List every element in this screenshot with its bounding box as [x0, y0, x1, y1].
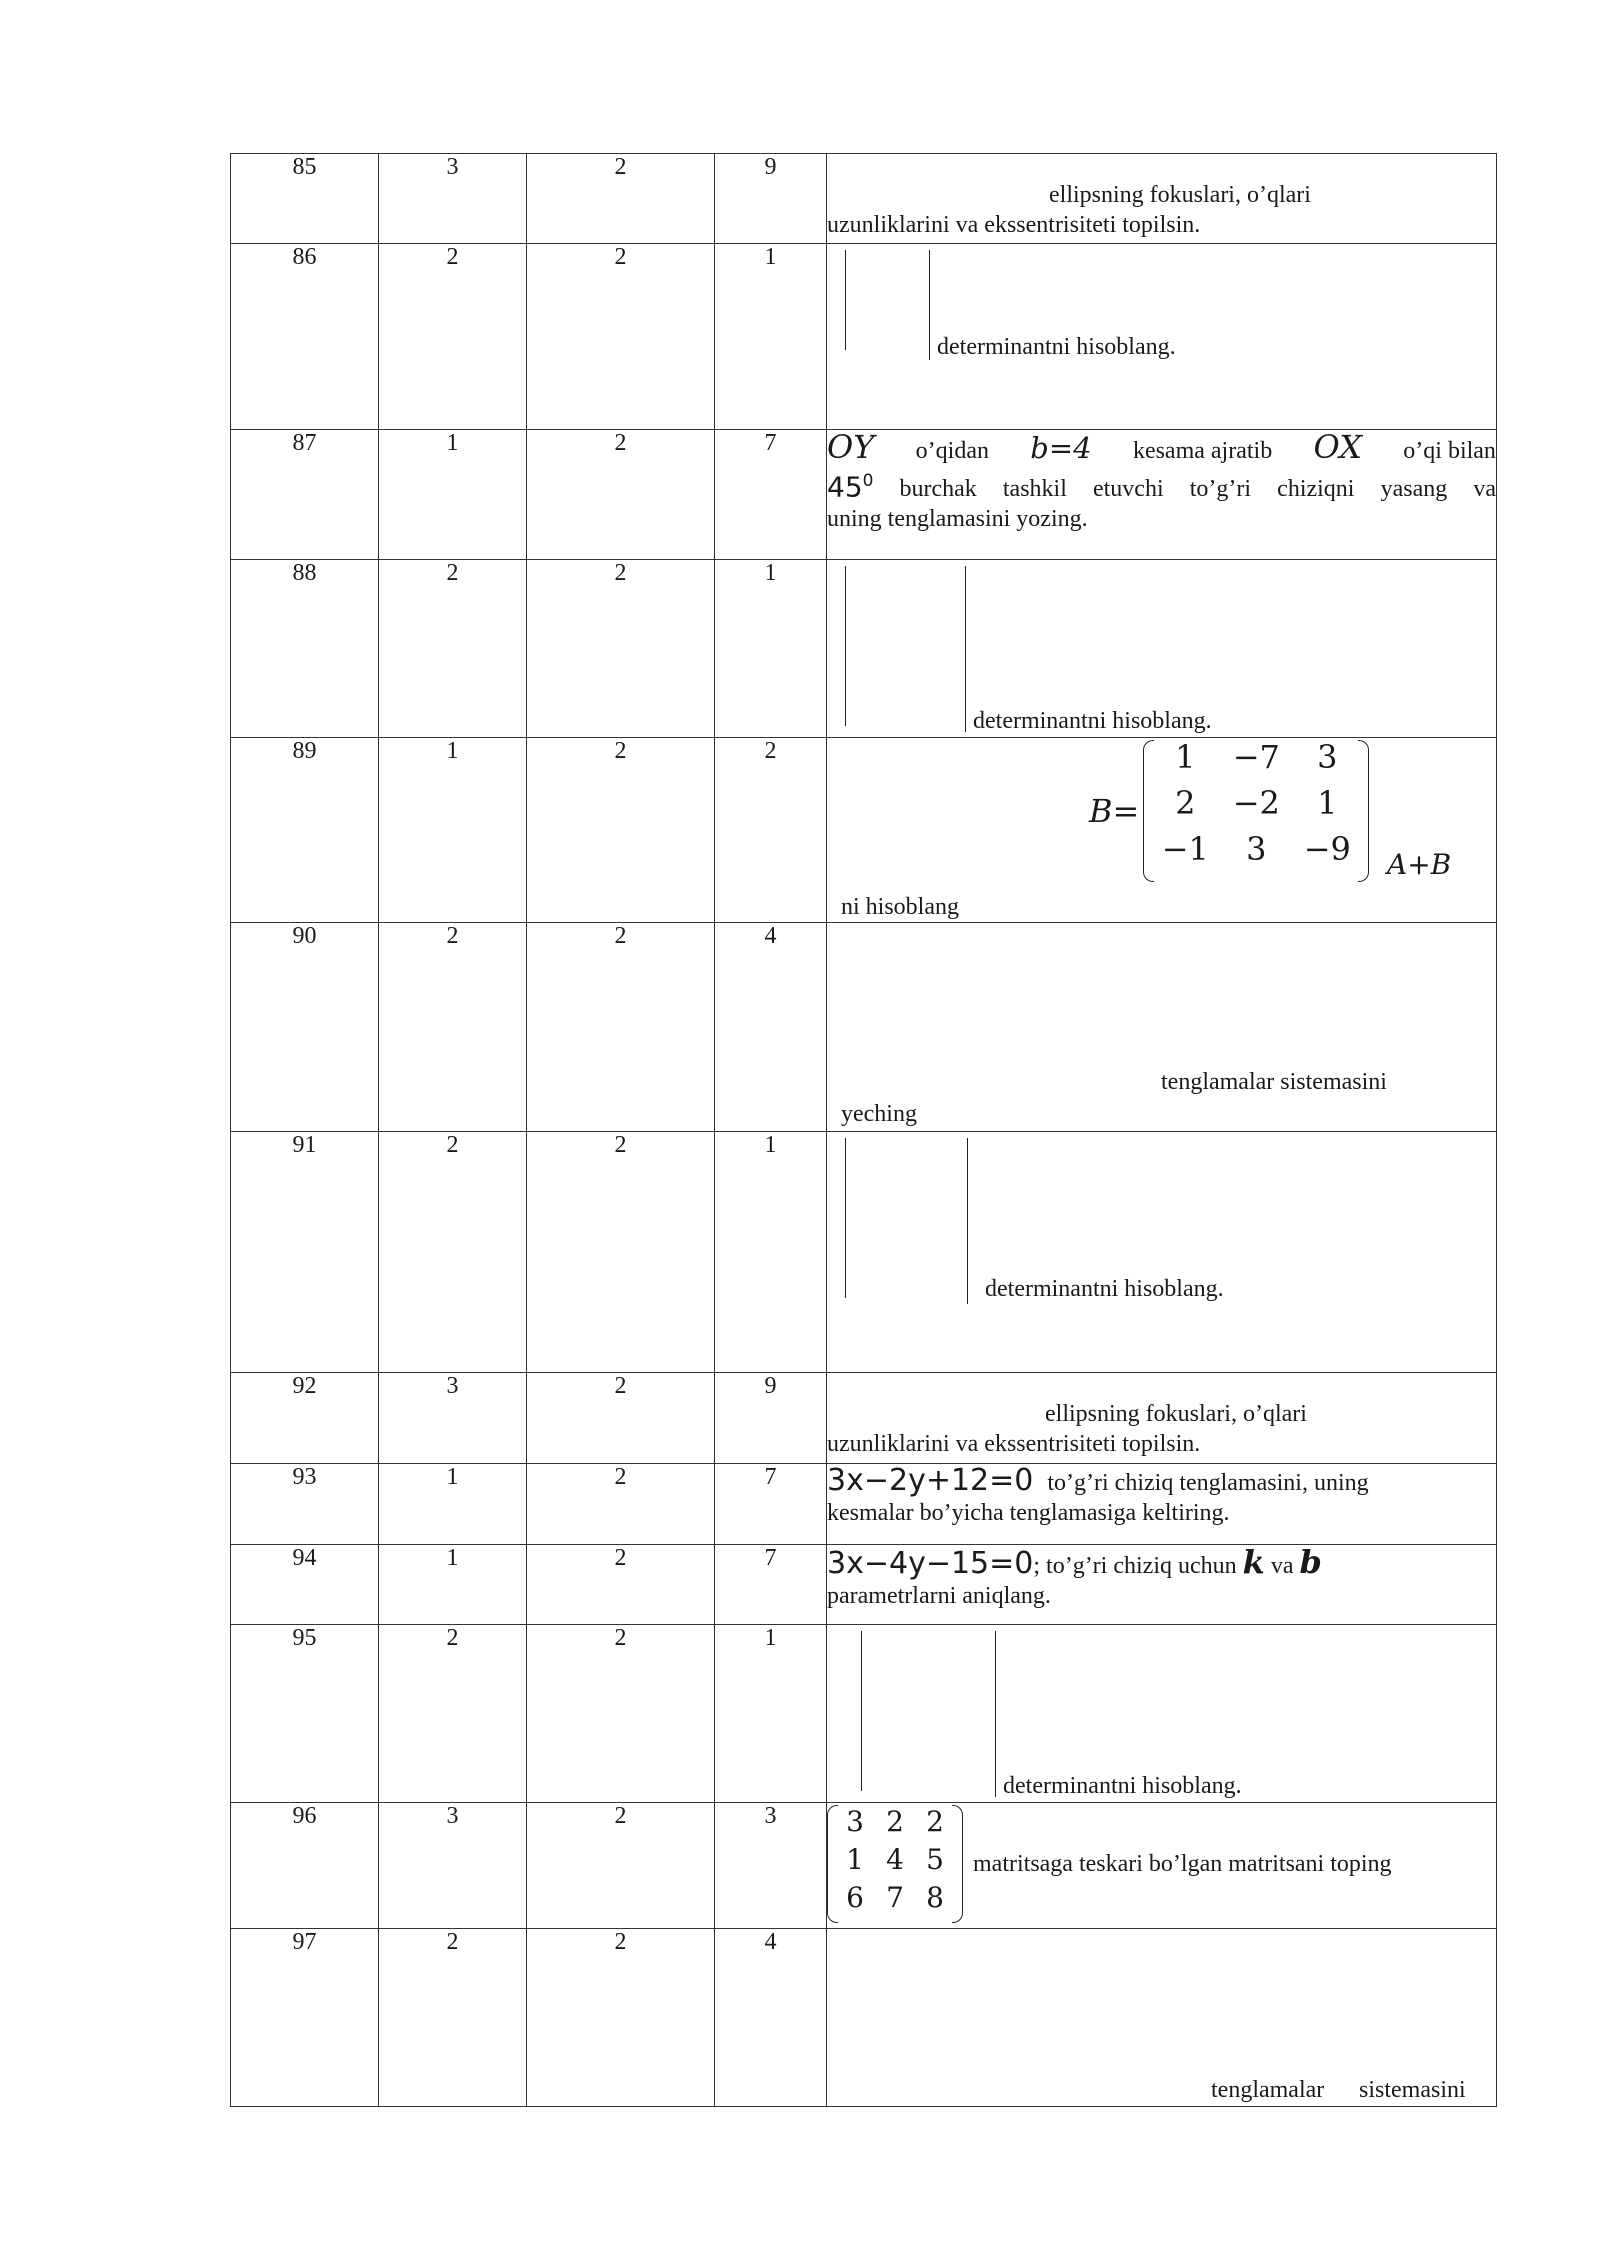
math-ox: OX: [1313, 428, 1362, 466]
cell-number: 92: [231, 1373, 379, 1464]
cell-number: 96: [231, 1803, 379, 1929]
table-row: [231, 1373, 1497, 1464]
cell-task: [827, 738, 1497, 923]
task-text: kesama ajratib: [1132, 438, 1273, 464]
cell-col3: 2: [527, 1132, 715, 1373]
task-text: uzunliklarini va ekssentrisiteti topilsin.: [827, 1431, 1201, 1457]
cell-task: [827, 430, 1497, 560]
task-text: yeching: [841, 1101, 917, 1127]
table-row: [231, 154, 1497, 244]
determinant-bar-right: [929, 250, 930, 360]
cell-col4: 7: [715, 430, 827, 560]
determinant-bar-left: [845, 1138, 846, 1298]
cell-col3: 2: [527, 923, 715, 1132]
cell-col2: 3: [379, 1803, 527, 1929]
table-row: [231, 1132, 1497, 1373]
math-equation: 3x−4y−15=0: [827, 1546, 1034, 1581]
math-a-plus-b: A+B: [1387, 848, 1452, 881]
cell-col3: 2: [527, 738, 715, 923]
math-45: 45: [827, 470, 863, 504]
math-equation: 3x−2y+12=0: [827, 1463, 1034, 1498]
task-text: ellipsning fokuslari, o’qlari: [1049, 182, 1311, 208]
matrix-b: [1154, 738, 1358, 880]
matrix-cell: 1: [1175, 738, 1196, 776]
task-text: va: [1270, 1553, 1294, 1579]
cell-col3: 2: [527, 1803, 715, 1929]
task-text: burchak tashkil etuvchi to’g’ri chiziqni yasang va: [899, 476, 1496, 503]
cell-number: 90: [231, 923, 379, 1132]
matrix-cell: 3: [1317, 738, 1338, 776]
table-row: [231, 1464, 1497, 1545]
matrix-cell: 4: [886, 1843, 904, 1876]
cell-col4: 9: [715, 1373, 827, 1464]
task-text: determinantni hisoblang.: [937, 334, 1176, 360]
cell-col3: 2: [527, 1545, 715, 1625]
matrix-paren-right: [952, 1805, 963, 1923]
math-b4: b=4: [1030, 431, 1092, 465]
matrix-paren-right: [1358, 740, 1369, 882]
cell-number: 95: [231, 1625, 379, 1803]
table-row: [231, 738, 1497, 923]
task-text: kesmalar bo’yicha tenglamasiga keltiring.: [827, 1500, 1230, 1526]
cell-number: 87: [231, 430, 379, 560]
determinant-bar-right: [995, 1631, 996, 1797]
math-b-equals: B=: [1089, 792, 1140, 830]
task-text: determinantni hisoblang.: [1003, 1773, 1242, 1799]
matrix-cell: −7: [1232, 738, 1280, 776]
cell-col4: 9: [715, 154, 827, 244]
determinant-bar-left: [845, 566, 846, 726]
cell-task: [827, 244, 1497, 430]
cell-col2: 2: [379, 1929, 527, 2107]
matrix-cell: 2: [886, 1805, 904, 1838]
matrix-cell: 5: [926, 1843, 944, 1876]
matrix-cell: 2: [926, 1805, 944, 1838]
table-row: [231, 1803, 1497, 1929]
task-text: determinantni hisoblang.: [973, 708, 1212, 734]
matrix-inverse: [838, 1807, 952, 1921]
cell-col4: 7: [715, 1545, 827, 1625]
cell-task: [827, 1929, 1497, 2107]
task-text: sistemasini: [1359, 2077, 1466, 2103]
determinant-bar-right: [967, 1138, 968, 1304]
task-text: tenglamalar: [1211, 2077, 1325, 2103]
task-text: parametrlarni aniqlang.: [827, 1583, 1051, 1609]
matrix-cell: 2: [1175, 784, 1196, 822]
cell-task: [827, 1625, 1497, 1803]
task-text: to’g’ri chiziq tenglamasini, uning: [1047, 1470, 1369, 1496]
cell-task: [827, 1132, 1497, 1373]
table-row: [231, 1929, 1497, 2107]
cell-task: [827, 154, 1497, 244]
matrix-cell: 6: [846, 1881, 864, 1914]
matrix-paren-left: [827, 1805, 838, 1923]
matrix-cell: −9: [1303, 830, 1351, 868]
task-text: uzunliklarini va ekssentrisiteti topilsin.: [827, 212, 1201, 238]
matrix-cell: 1: [1317, 784, 1338, 822]
cell-task: [827, 1803, 1497, 1929]
cell-col4: 3: [715, 1803, 827, 1929]
matrix-cell: 7: [886, 1881, 904, 1914]
cell-col4: 7: [715, 1464, 827, 1545]
cell-number: 89: [231, 738, 379, 923]
task-text: matritsaga teskari bo’lgan matritsani toping: [973, 1851, 1392, 1877]
cell-col3: 2: [527, 244, 715, 430]
cell-number: 85: [231, 154, 379, 244]
cell-col2: 1: [379, 1464, 527, 1545]
cell-number: 88: [231, 560, 379, 738]
math-b: b: [1299, 1543, 1322, 1581]
cell-col4: 1: [715, 1625, 827, 1803]
cell-col4: 1: [715, 560, 827, 738]
cell-col4: 1: [715, 1132, 827, 1373]
cell-number: 97: [231, 1929, 379, 2107]
matrix-cell: 3: [846, 1805, 864, 1838]
cell-task: [827, 1464, 1497, 1545]
cell-col2: 3: [379, 1373, 527, 1464]
table-row: [231, 1625, 1497, 1803]
cell-col2: 2: [379, 560, 527, 738]
table-row: [231, 1545, 1497, 1625]
task-text: tenglamalar sistemasini: [1161, 1069, 1387, 1095]
determinant-bar-left: [845, 250, 846, 350]
cell-col3: 2: [527, 1464, 715, 1545]
cell-col4: 4: [715, 923, 827, 1132]
task-text: ; to’g’ri chiziq uchun: [1033, 1553, 1237, 1579]
math-oy: OY: [827, 428, 875, 466]
task-text: o’qi bilan: [1403, 438, 1496, 464]
cell-number: 94: [231, 1545, 379, 1625]
cell-col2: 2: [379, 244, 527, 430]
matrix-cell: 8: [926, 1881, 944, 1914]
determinant-bar-right: [965, 566, 966, 732]
cell-number: 93: [231, 1464, 379, 1545]
table-row: [231, 430, 1497, 560]
cell-col4: 2: [715, 738, 827, 923]
cell-number: 91: [231, 1132, 379, 1373]
table-row: [231, 560, 1497, 738]
cell-col4: 4: [715, 1929, 827, 2107]
task-text: uning tenglamasini yozing.: [827, 506, 1088, 533]
task-text: determinantni hisoblang.: [985, 1276, 1224, 1302]
math-k: k: [1242, 1543, 1265, 1581]
matrix-cell: −1: [1161, 830, 1209, 868]
determinant-bar-left: [861, 1631, 862, 1791]
cell-task: [827, 1373, 1497, 1464]
table-row: [231, 923, 1497, 1132]
cell-number: 86: [231, 244, 379, 430]
matrix-cell: −2: [1232, 784, 1280, 822]
task-text: ellipsning fokuslari, o’qlari: [1045, 1401, 1307, 1427]
cell-col3: 2: [527, 430, 715, 560]
matrix-paren-left: [1143, 740, 1154, 882]
cell-col2: 1: [379, 1545, 527, 1625]
cell-col3: 2: [527, 560, 715, 738]
cell-task: [827, 1545, 1497, 1625]
table-row: [231, 244, 1497, 430]
cell-col3: 2: [527, 1929, 715, 2107]
cell-col2: 2: [379, 1132, 527, 1373]
cell-col3: 2: [527, 1373, 715, 1464]
cell-col2: 2: [379, 923, 527, 1132]
matrix-cell: 3: [1246, 830, 1267, 868]
cell-col3: 2: [527, 1625, 715, 1803]
cell-task: [827, 560, 1497, 738]
cell-col2: 2: [379, 1625, 527, 1803]
task-text: ni hisoblang: [841, 894, 959, 920]
math-degree: 0: [862, 471, 874, 491]
cell-col2: 3: [379, 154, 527, 244]
questions-table: [230, 153, 1497, 2107]
cell-col3: 2: [527, 154, 715, 244]
cell-col2: 1: [379, 738, 527, 923]
matrix-cell: 1: [846, 1843, 864, 1876]
cell-task: [827, 923, 1497, 1132]
cell-col4: 1: [715, 244, 827, 430]
cell-col2: 1: [379, 430, 527, 560]
task-text: o’qidan: [915, 438, 989, 464]
